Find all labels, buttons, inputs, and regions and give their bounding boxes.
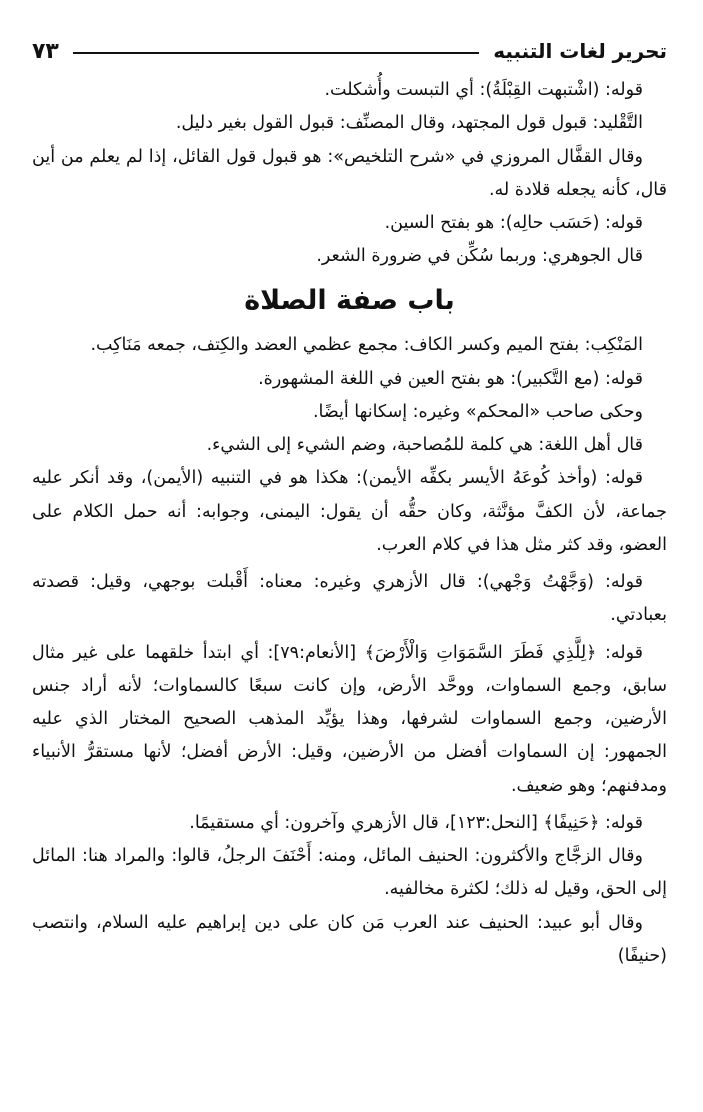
page-number: ٧٣ xyxy=(32,38,59,64)
paragraph: المَنْكِب: بفتح الميم وكسر الكاف: مجمع عظمي العضد والكِتف، جمعه مَنَاكِب. xyxy=(90,335,643,356)
running-title: تحرير لغات التنبيه xyxy=(493,39,667,63)
paragraph: قال أهل اللغة: هي كلمة للمُصاحبة، وضم الشيء إلى الشيء. xyxy=(206,435,643,456)
paragraph: قوله: (وَجَّهْتُ وَجْهي): قال الأزهري وغيره: معناه: أَقْبلت بوجهي، وقيل: قصدته بعبادتي. xyxy=(32,572,667,626)
paragraph: وقال الزجَّاج والأكثرون: الحنيف المائل، ومنه: أَحْنَفَ الرجلُ، قالوا: والمراد هنا: المائل إلى الحق، وقيل له ذلك؛ لكثرة مخالفيه. xyxy=(32,846,667,900)
paragraph: التَّقْليد: قبول قول المجتهد، وقال المصنِّف: قبول القول بغير دليل. xyxy=(175,113,643,134)
chapter-heading: باب صفة الصلاة xyxy=(244,284,455,316)
paragraph: قال الجوهري: وربما سُكِّن في ضرورة الشعر. xyxy=(316,246,643,267)
header-rule xyxy=(73,52,479,54)
paragraph: قوله: ﴿لِلَّذِي فَطَرَ السَّمَوَاتِ وَالْأَرْضَ﴾ [الأنعام:٧٩]: أي ابتدأ خلقهما على غير مثال سابق، وجمع السماوات، ووحَّد الأرض، وإن كانت سبعًا كالسماوات؛ لأنه أراد جنس الأرضين، وجمع السماوات لشرفها، وهذا يؤيِّد المذهب الصحيح المختار الذي عليه الجمهور: إن السماوات أفضل من الأرضين، وقيل: الأرض أفضل؛ لأنها مستقرُّ الأنبياء ومدفنهم؛ وهو ضعيف. xyxy=(32,642,667,796)
paragraph: وقال أبو عبيد: الحنيف عند العرب مَن كان على دين إبراهيم عليه السلام، وانتصب (حنيفًا) xyxy=(32,912,667,966)
paragraph: قوله: (اشْتبهت القِبْلَةُ): أي التبست وأُشكلت. xyxy=(324,80,643,100)
paragraph: وحكى صاحب «المحكم» وغيره: إسكانها أيضًا. xyxy=(312,401,643,422)
page-body xyxy=(32,74,667,973)
running-head xyxy=(32,36,667,66)
paragraph: قوله: ﴿حَنِيفًا﴾ [النحل:١٢٣]، قال الأزهري وآخرون: أي مستقيمًا. xyxy=(189,812,643,833)
paragraph: قوله: (وأخذ كُوعَهُ الأيسر بكفِّه الأيمن): هكذا هو في التنبيه (الأيمن)، وقد أنكر عليه جماعة، لأن الكفَّ مؤنَّثة، وكان حقُّه أن يقول: اليمنى، وجوابه: أنه حمل الكلام على العضو، وقد كثر مثل هذا في كلام العرب. xyxy=(32,468,667,555)
paragraph: وقال القفَّال المروزي في «شرح التلخيص»: هو قبول قول القائل، إذا لم يعلم من أين قال، كأنه يجعله قلادة له. xyxy=(32,146,667,200)
paragraph: قوله: (حَسَب حالِه): هو بفتح السين. xyxy=(384,213,643,233)
paragraph: قوله: (مع التَّكبير): هو بفتح العين في اللغة المشهورة. xyxy=(258,368,643,389)
